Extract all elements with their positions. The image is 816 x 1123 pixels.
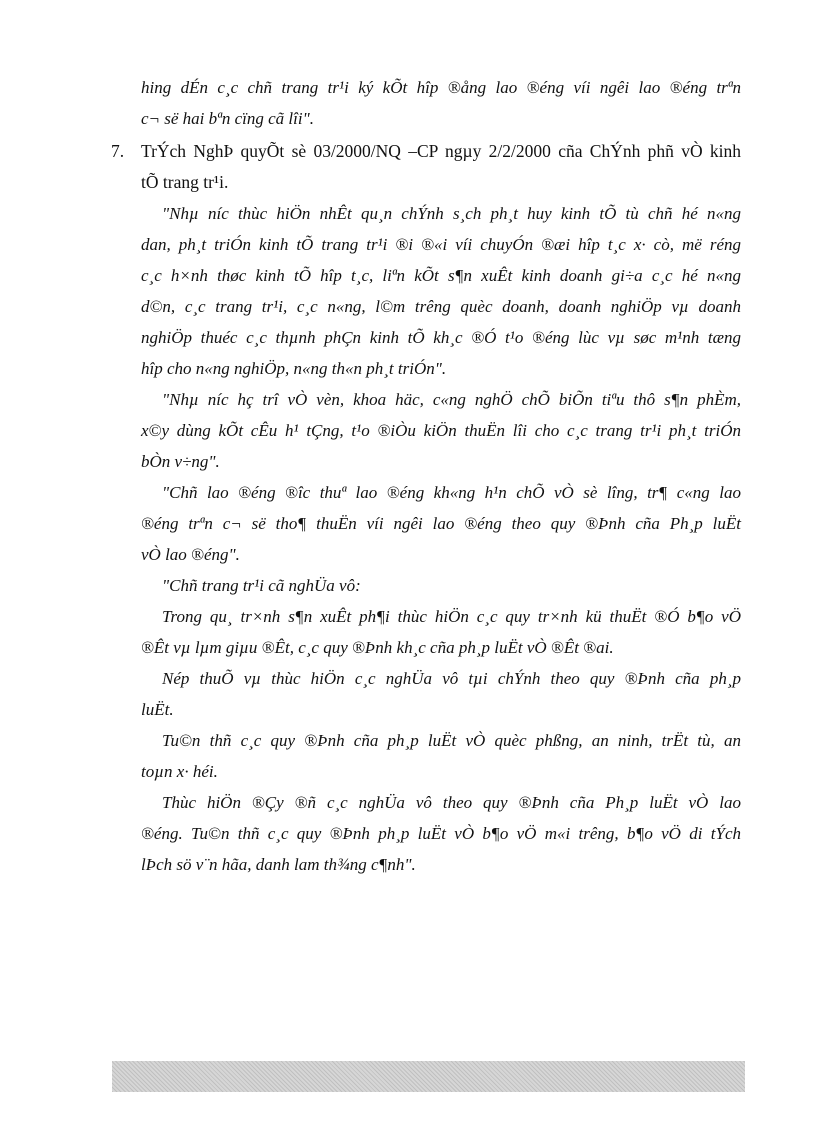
obligation-paragraph [141, 725, 741, 787]
text-line: hîp cho n«ng nghiÖp, n«ng th«n ph¸t triÓn". [141, 359, 447, 378]
text-line: Thùc hiÖn ®Çy ®ñ c¸c nghÜa vô theo quy ®Þnh cña Ph¸p luËt vÒ lao [162, 793, 741, 812]
text-line: toµn x· héi. [141, 762, 218, 781]
text-line: Nép thuÕ vµ thùc hiÖn c¸c nghÜa vô tµi chÝnh theo quy ®Þnh cña ph¸p [162, 669, 741, 688]
body-text [111, 72, 741, 880]
quote-paragraph [141, 477, 741, 570]
text-line: ®éng trªn c¬ së tho¶ thuËn víi ngêi lao ®éng theo quy ®Þnh cña Ph¸p luËt [141, 514, 741, 533]
obligation-paragraph [141, 787, 741, 880]
heading-line: tÕ trang tr¹i. [141, 172, 229, 192]
text-line: dan, ph¸t triÓn kinh tÕ trang tr¹i ®i ®«i víi chuyÓn ®æi hîp t¸c x· cò, më réng [141, 235, 741, 254]
text-line: lÞch sö v¨n hãa, danh lam th¾ng c¶nh". [141, 855, 416, 874]
text-line: hing dÉn c¸c chñ trang tr¹i ký kÕt hîp ®ång lao ®éng víi ngêi lao ®éng trªn [141, 78, 741, 97]
text-line: ®Êt vµ lµm giµu ®Êt, c¸c quy ®Þnh kh¸c cña ph¸p luËt vÒ ®Êt ®ai. [141, 638, 614, 657]
text-line: x©y dùng kÕt cÊu h¹ tÇng, t¹o ®iÒu kiÖn thuËn lîi cho c¸c trang tr¹i ph¸t triÓn [141, 421, 741, 440]
heading-line: TrÝch NghÞ quyÕt sè 03/2000/NQ –CP ngµy 2/2/2000 cña ChÝnh phñ vÒ kinh [141, 141, 741, 161]
text-line: Tu©n thñ c¸c quy ®Þnh cña ph¸p luËt vÒ quèc phßng, an ninh, trËt tù, an [162, 731, 741, 750]
text-line: nghiÖp thuéc c¸c thµnh phÇn kinh tÕ kh¸c ®Ó t¹o ®éng lùc vµ søc m¹nh tæng [141, 328, 741, 347]
text-line: Trong qu¸ tr×nh s¶n xuÊt ph¶i thùc hiÖn c¸c quy tr×nh kü thuËt ®Ó b¶o vÖ [162, 607, 741, 626]
obligation-paragraph [141, 601, 741, 663]
text-line: "Nhµ níc thùc hiÖn nhÊt qu¸n chÝnh s¸ch ph¸t huy kinh tÕ tù chñ hé n«ng [162, 204, 741, 223]
item-7-heading [111, 136, 741, 198]
text-line: "Chñ lao ®éng ®îc thuª lao ®éng kh«ng h¹n chÕ vÒ sè lîng, tr¶ c«ng lao [162, 483, 741, 502]
obligation-paragraph [141, 663, 741, 725]
text-line: ®éng. Tu©n thñ c¸c quy ®Þnh ph¸p luËt vÒ b¶o vÖ m«i trêng, b¶o vÖ di tÝch [141, 824, 741, 843]
obligations-intro: "Chñ trang tr¹i cã nghÜa vô: [162, 576, 361, 595]
text-line: d©n, c¸c trang tr¹i, c¸c n«ng, l©m trêng quèc doanh, doanh nghiÖp vµ doanh [141, 297, 741, 316]
quote-paragraph [141, 198, 741, 384]
text-line: "Nhµ níc hç trî vÒ vèn, khoa häc, c«ng nghÖ chÕ biÕn tiªu thô s¶n phÈm, [162, 390, 741, 409]
text-line: c¸c h×nh thøc kinh tÕ hîp t¸c, liªn kÕt s¶n xuÊt kinh doanh gi÷a c¸c hé n«ng [141, 266, 741, 285]
text-line: vÒ lao ®éng". [141, 545, 240, 564]
footer-bar [112, 1061, 745, 1092]
text-line: c¬ së hai bªn cïng cã lîi". [141, 109, 314, 128]
item-number: 7. [111, 141, 125, 161]
text-line: luËt. [141, 700, 174, 719]
quote-paragraph [141, 384, 741, 477]
text-line: bÒn v÷ng". [141, 452, 220, 471]
